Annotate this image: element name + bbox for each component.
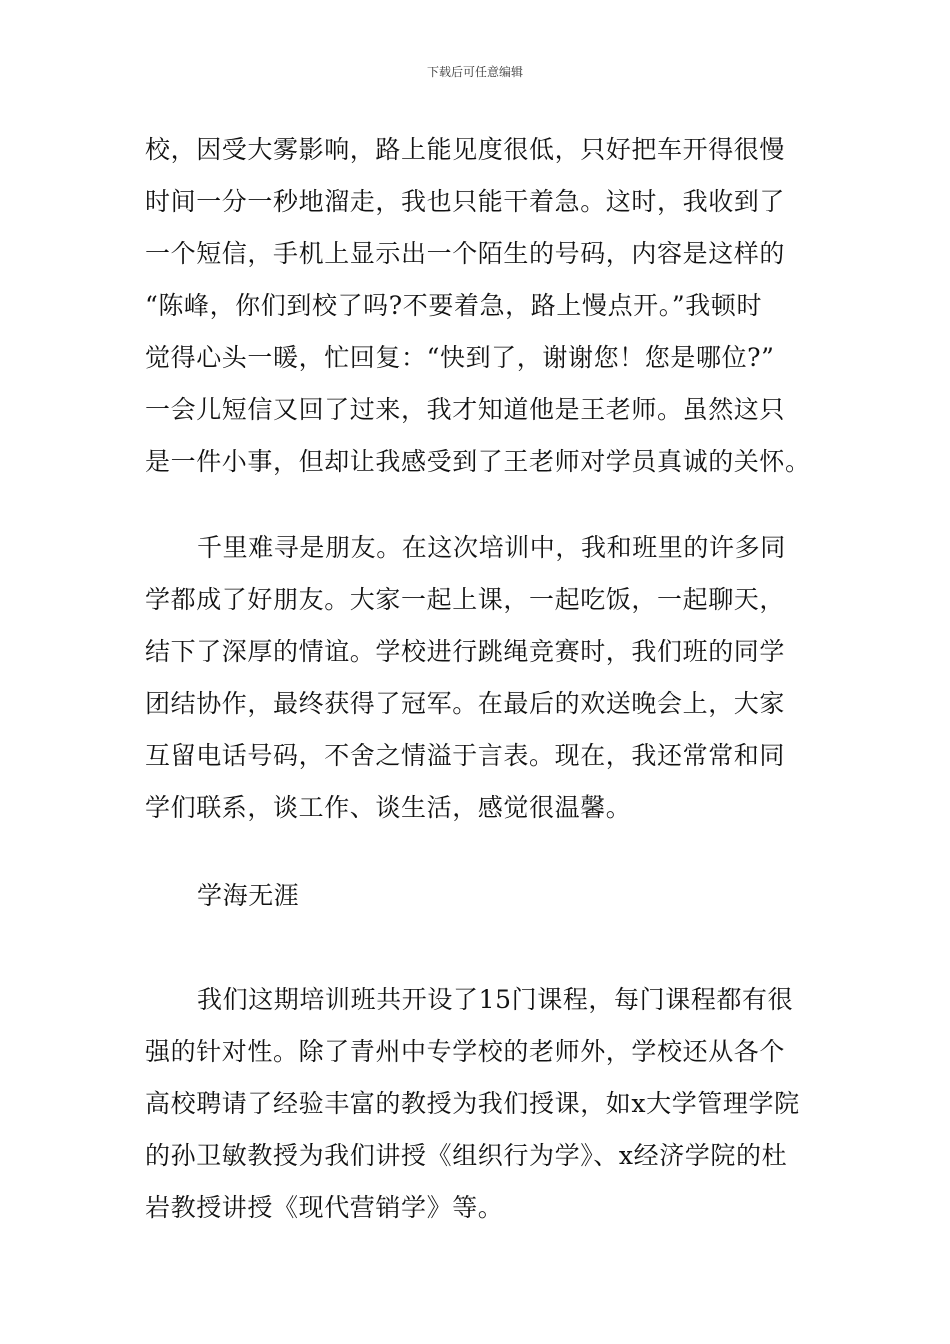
text-line: 岩教授讲授《现代营销学》等。 [145, 1193, 504, 1222]
text-line: 学们联系，谈工作、谈生活，感觉很温馨。 [145, 793, 632, 822]
section-heading: 学海无涯 [197, 881, 300, 910]
text-line: 结下了深厚的情谊。学校进行跳绳竞赛时，我们班的同学 [145, 637, 786, 666]
text-line: “陈峰，你们到校了吗?不要着急，路上慢点开。”我顿时 [145, 291, 763, 320]
text-line: 互留电话号码，不舍之情溢于言表。现在，我还常常和同 [145, 741, 786, 770]
text-line: 时间一分一秒地溜走，我也只能干着急。这时，我收到了 [145, 187, 786, 216]
text-line: 觉得心头一暖，忙回复：“快到了，谢谢您！您是哪位?” [145, 343, 775, 372]
text-line: 强的针对性。除了青州中专学校的老师外，学校还从各个 [145, 1037, 786, 1066]
text-line: 的孙卫敏教授为我们讲授《组织行为学》、x经济学院的杜 [145, 1141, 788, 1170]
text-line: 高校聘请了经验丰富的教授为我们授课，如x大学管理学院 [145, 1089, 800, 1118]
text-line: 校，因受大雾影响，路上能见度很低，只好把车开得很慢 [145, 135, 786, 164]
page-header: 下载后可任意编辑 [426, 65, 523, 79]
text-line: 一个短信，手机上显示出一个陌生的号码，内容是这样的 [145, 239, 786, 268]
text-line: 一会儿短信又回了过来，我才知道他是王老师。虽然这只 [145, 395, 786, 424]
text-line: 是一件小事，但却让我感受到了王老师对学员真诚的关怀。 [145, 447, 811, 476]
text-line: 团结协作，最终获得了冠军。在最后的欢送晚会上，大家 [145, 689, 786, 718]
paragraph-start-line: 千里难寻是朋友。在这次培训中，我和班里的许多同 [197, 533, 786, 562]
paragraph-start-line: 我们这期培训班共开设了15门课程，每门课程都有很 [197, 985, 794, 1014]
text-line: 学都成了好朋友。大家一起上课，一起吃饭，一起聊天， [145, 585, 786, 614]
